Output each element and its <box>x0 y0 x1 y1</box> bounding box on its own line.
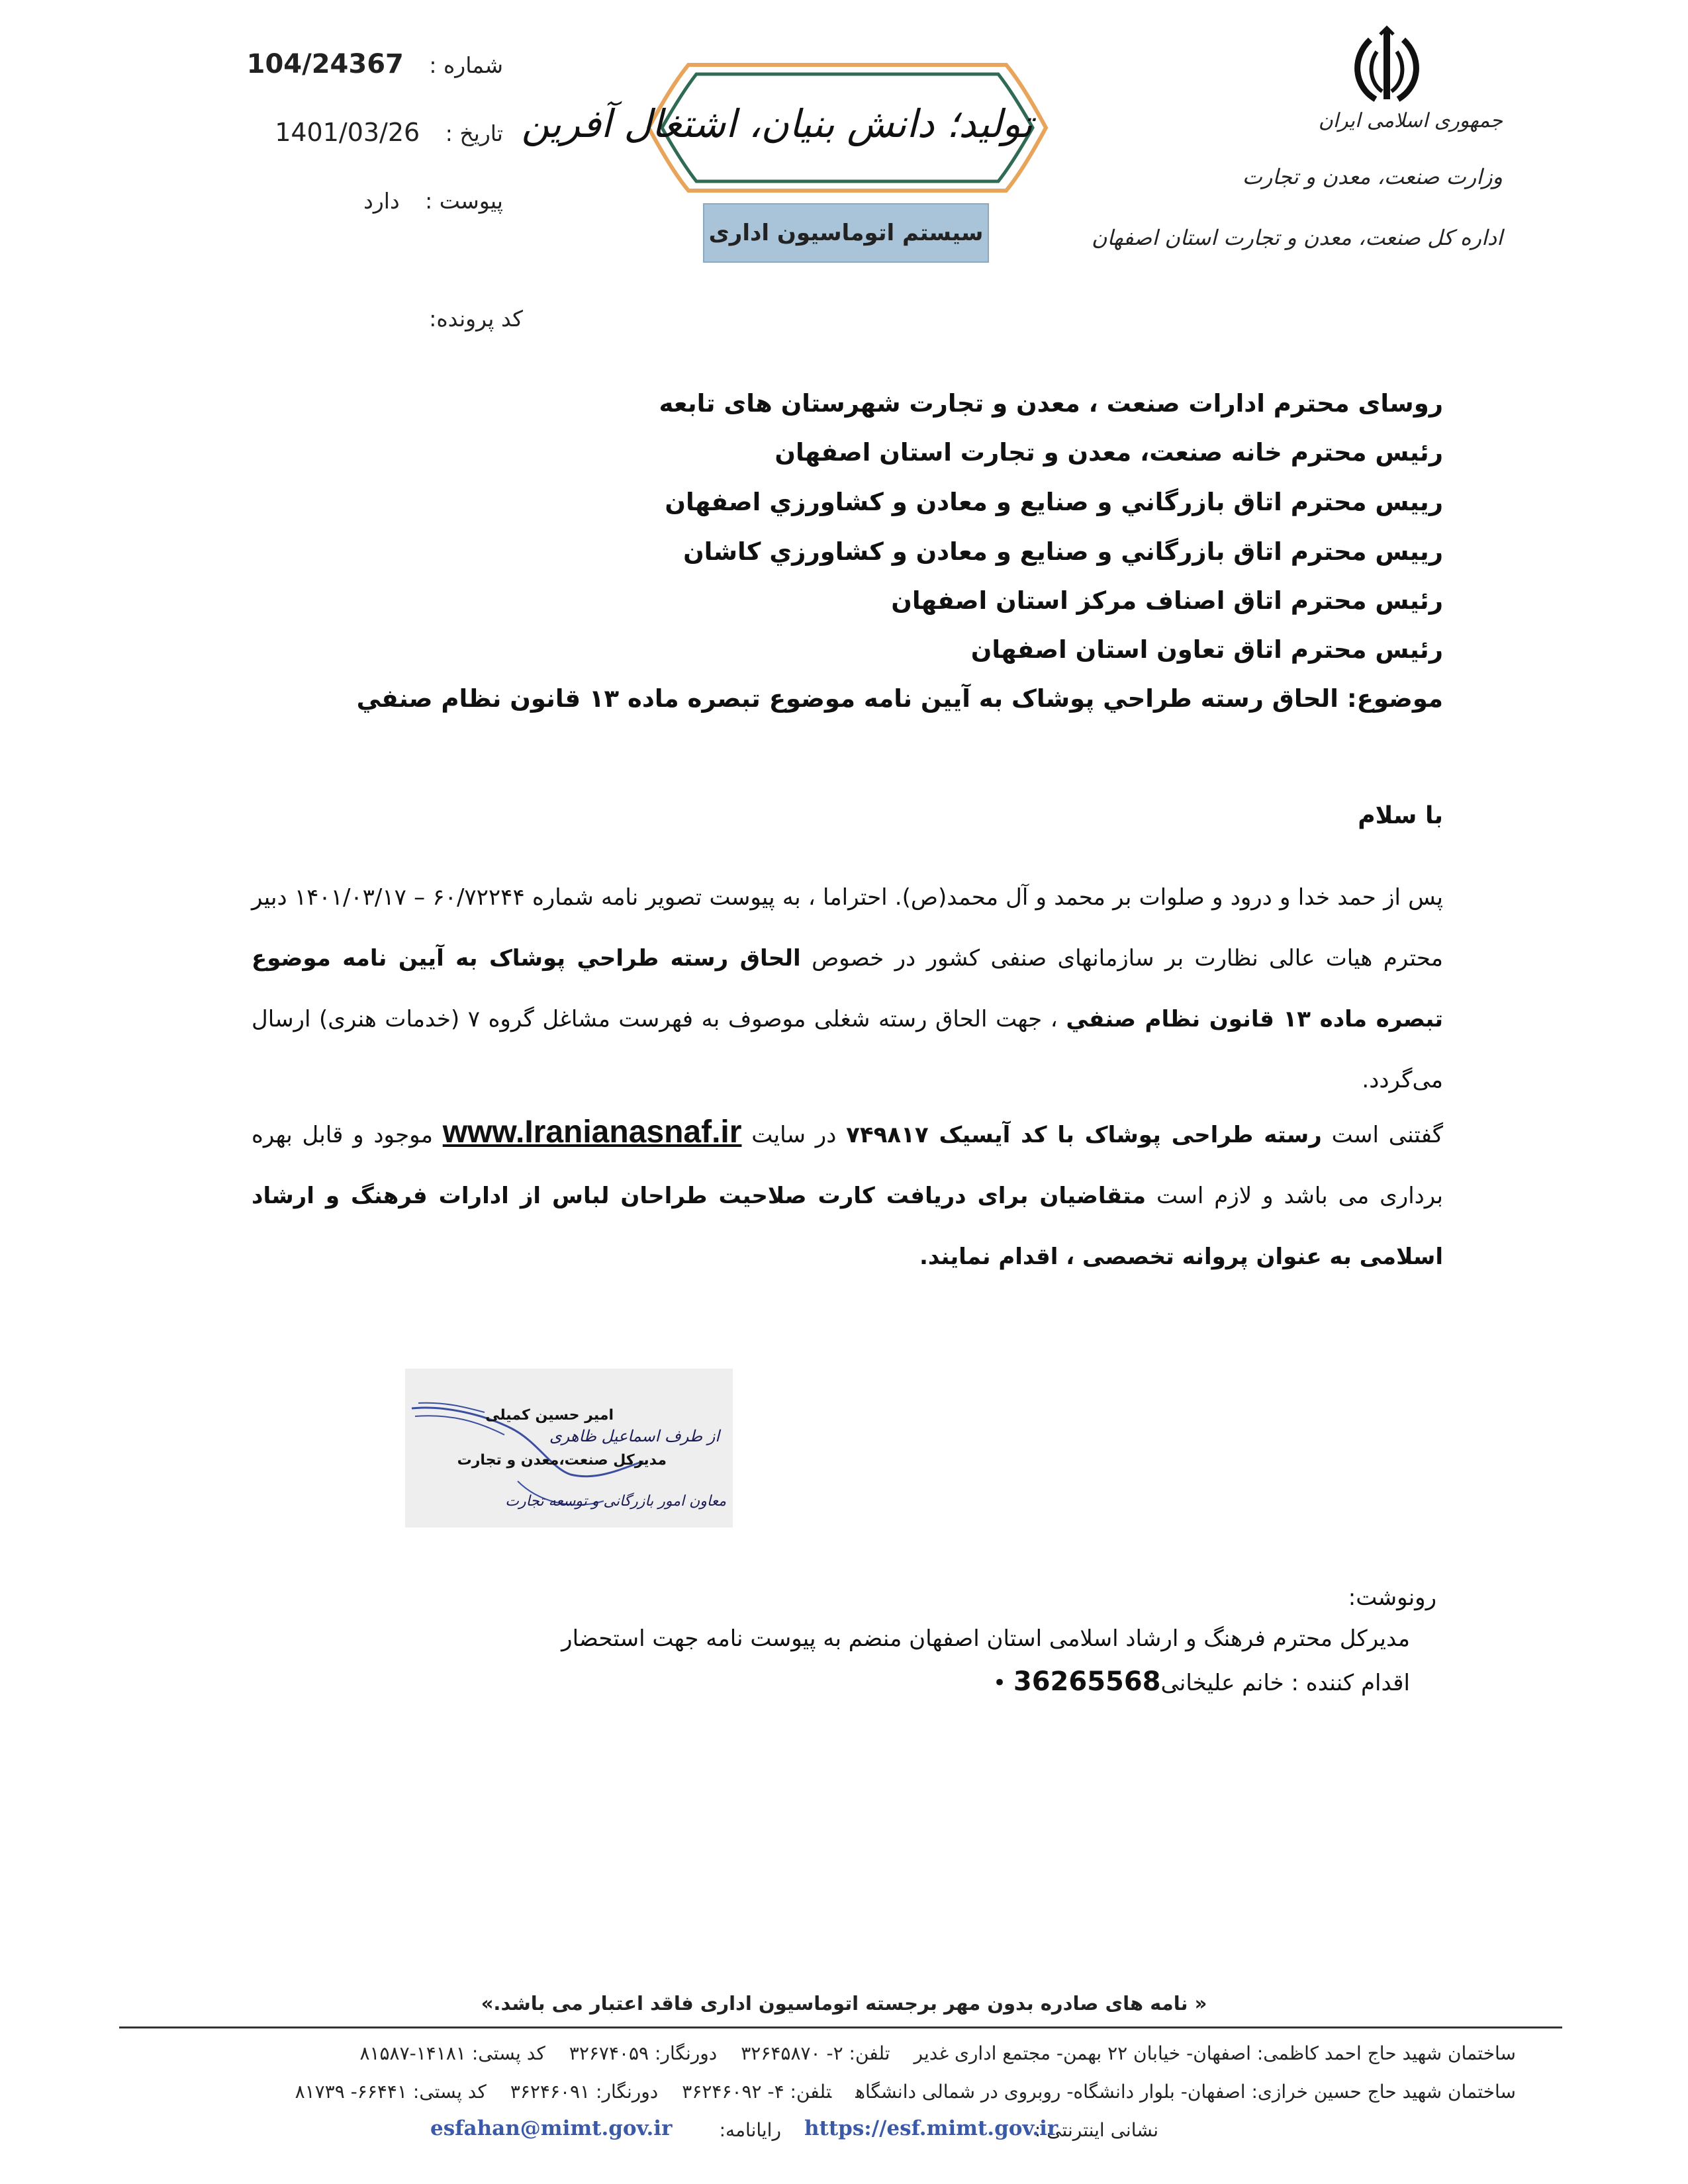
recipient-line: رئیس محترم اتاق تعاون استان اصفهان <box>970 635 1443 664</box>
signature-deputy: معاون امور بازرگانی و توسعه تجارت <box>505 1493 726 1510</box>
attachment-row <box>363 188 503 214</box>
greeting: با سلام <box>1358 802 1443 829</box>
slogan: تولید؛ دانش بنیان، اشتغال آفرین <box>521 101 1033 146</box>
system-banner: سیستم اتوماسیون اداری <box>703 203 989 263</box>
body-paragraph-1-bold: الحاق رسته طراحي پوشاک به آيين نامه موضوع تبصره ماده ۱۳ قانون نظام صنفي <box>252 945 1443 1032</box>
footer-divider <box>119 2026 1562 2028</box>
bullet-icon: • <box>992 1670 1007 1696</box>
cc-label: رونوشت: <box>1348 1584 1436 1611</box>
letter-number-value: 104/24367 <box>246 49 404 79</box>
isic-code-text: رسته طراحی پوشاک با کد آیسیک ۷۴۹۸۱۷ <box>846 1122 1322 1148</box>
cc-recipient: مديركل محترم فرهنگ و ارشاد اسلامی استان اصفهان منضم به پیوست نامه جهت استحضار <box>561 1625 1410 1652</box>
body-paragraph-2-b: در سایت <box>741 1122 847 1148</box>
footer-address-1: ساختمان شهید حاج احمد کاظمی: اصفهان- خیابان ۲۲ بهمن- مجتمع اداری غدیر <box>914 2042 1516 2064</box>
iran-emblem-icon <box>1344 25 1430 111</box>
footer-address-row-2 <box>271 2081 1516 2103</box>
signature-on-behalf: از طرف اسماعیل ظاهری <box>549 1427 720 1445</box>
body-paragraph-2-bold: متقاضیان برای دریافت کارت صلاحیت طراحان لباس از ادارات فرهنگ و ارشاد اسلامی به عنوان پروانه تخصصی ، اقدام نمایند. <box>252 1183 1443 1270</box>
letter-date-value: 1401/03/26 <box>275 118 420 147</box>
file-code-label: کد پرونده: <box>429 306 523 332</box>
website-link[interactable]: www.Iranianasnaf.ir <box>442 1115 742 1150</box>
recipient-line: رئیس محترم خانه صنعت، معدن و تجارت استان اصفهان <box>774 438 1443 467</box>
handler-phone: 36265568 <box>1013 1666 1161 1697</box>
letter-date-label: تاریخ : <box>445 120 503 146</box>
letter-date-row <box>275 118 503 147</box>
footer-address-row-1 <box>336 2042 1516 2064</box>
letter-number-row <box>247 49 503 79</box>
footer-postal-1: کد پستی: ۱۴۱۸۱-۸۱۵۸۷ <box>359 2042 545 2064</box>
footer-address-2: ساختمان شهید حاج حسین خرازی: اصفهان- بلوار دانشگاه- روبروی در شمالی دانشگاه <box>855 2081 1516 2103</box>
footer-phone-1: تلفن: ۲- ۳۲۶۴۵۸۷۰ <box>741 2042 890 2064</box>
recipient-line: ریيس محترم اتاق بازرگاني و صنايع و معادن و كشاورزي اصفهان <box>665 488 1443 516</box>
department-name: اداره کل صنعت، معدن و تجارت استان اصفهان <box>1091 225 1503 250</box>
footer-phone-2: تلفن: ۴- ۳۶۲۴۶۰۹۲ <box>682 2081 832 2103</box>
footer-email-label: رایانامه: <box>719 2119 781 2141</box>
footer-fax-2: دورنگار: ۳۶۲۴۶۰۹۱ <box>510 2081 659 2103</box>
footer-fax-1: دورنگار: ۳۲۶۷۴۰۵۹ <box>569 2042 718 2064</box>
recipient-line: روسای محترم ادارات صنعت ، معدن و تجارت شهرستان های تابعه <box>659 389 1443 418</box>
attachment-value: دارد <box>363 188 400 214</box>
signer-name: امیر حسین کمیلی <box>485 1407 614 1424</box>
body-paragraph-2-c: موجود و قابل بهره برداری می باشد و لازم است <box>252 1122 1444 1209</box>
body-paragraph-1 <box>252 867 1443 1111</box>
recipient-line: رئیس محترم اتاق اصناف مرکز استان اصفهان <box>891 586 1443 615</box>
handler-label: اقدام کننده : خانم علیخانی <box>1160 1670 1410 1696</box>
footer-email-link[interactable]: esfahan@mimt.gov.ir <box>430 2116 673 2140</box>
footer-postal-2: کد پستی: ۶۶۴۴۱- ۸۱۷۳۹ <box>295 2081 487 2103</box>
body-paragraph-2-a: گفتنی است <box>1321 1122 1444 1148</box>
signer-title: مدیرکل صنعت،معدن و تجارت <box>457 1452 667 1469</box>
ministry-name: وزارت صنعت، معدن و تجارت <box>1242 164 1503 189</box>
signature-block <box>405 1369 733 1527</box>
footer-web-label: نشانی اینترنتی : <box>1034 2119 1158 2141</box>
body-paragraph-2 <box>252 1102 1443 1287</box>
handler-row <box>993 1666 1410 1697</box>
attachment-label: پیوست : <box>425 188 503 214</box>
body-paragraph-1-rest: ، جهت الحاق رسته شغلی موصوف به فهرست مشاغل گروه ۷ (خدمات هنری) ارسال می‌گردد. <box>252 1006 1443 1093</box>
recipient-line: ریيس محترم اتاق بازرگاني و صنايع و معادن و كشاورزي كاشان <box>683 537 1443 566</box>
letter-number-label: شماره : <box>429 52 503 78</box>
country-name: جمهوری اسلامی ایران <box>1318 109 1503 132</box>
footer-web-link[interactable]: https://esf.mimt.gov.ir <box>804 2116 1058 2140</box>
body-paragraph-1-intro: پس از حمد خدا و درود و صلوات بر محمد و آل محمد(ص). احتراما ، به پیوست تصویر نامه شماره ۶۰/۷۲۲۴۴ – ۱۴۰۱/۰۳/۱۷ دبیر محترم هیات عالی نظارت بر سازمانهای صنفی کشور در خصوص <box>252 884 1443 972</box>
subject-line: موضوع: الحاق رسته طراحي پوشاک به آيين نامه موضوع تبصره ماده ۱۳ قانون نظام صنفي <box>356 684 1443 713</box>
footer-note: « نامه های صادره بدون مهر برجسته اتوماسیون اداری فاقد اعتبار می باشد.» <box>481 1992 1207 2015</box>
